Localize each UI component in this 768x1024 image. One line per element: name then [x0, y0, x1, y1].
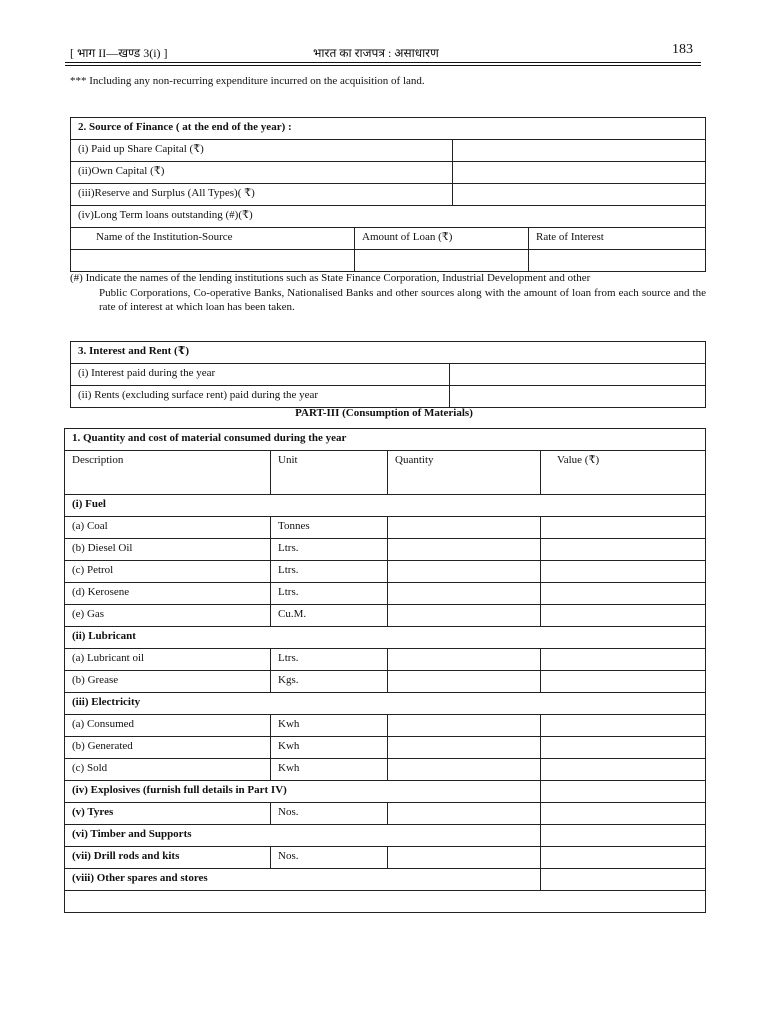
material-desc: (b) Grease [65, 671, 271, 693]
material-desc: (d) Kerosene [65, 583, 271, 605]
finance-value-cell[interactable] [453, 184, 706, 206]
loan-col-amount: Amount of Loan (₹) [355, 228, 529, 250]
material-unit: Nos. [271, 803, 388, 825]
quantity-cell[interactable] [388, 539, 541, 561]
value-cell[interactable] [541, 847, 706, 869]
rent-row-label: (ii) Rents (excluding surface rent) paid during the year [71, 386, 450, 408]
material-unit: Kwh [271, 737, 388, 759]
loan-rate-cell[interactable] [529, 250, 706, 272]
quantity-cell[interactable] [388, 561, 541, 583]
header-rule-double [65, 65, 701, 66]
explosives-label: (iv) Explosives (furnish full details in Part IV) [65, 781, 541, 803]
drill-rods-label: (vii) Drill rods and kits [65, 847, 271, 869]
material-desc: (b) Diesel Oil [65, 539, 271, 561]
quantity-cell[interactable] [388, 583, 541, 605]
fuel-heading: (i) Fuel [65, 495, 706, 517]
finance-row-label: (ii)Own Capital (₹) [71, 162, 453, 184]
quantity-cell[interactable] [388, 517, 541, 539]
value-cell[interactable] [541, 781, 706, 803]
value-cell[interactable] [541, 737, 706, 759]
rent-value-cell[interactable] [450, 386, 706, 408]
lending-institutions-note [70, 271, 706, 315]
value-cell[interactable] [541, 561, 706, 583]
timber-label: (vi) Timber and Supports [65, 825, 541, 847]
col-quantity: Quantity [388, 451, 541, 495]
material-desc: (a) Lubricant oil [65, 649, 271, 671]
loan-institution-cell[interactable] [71, 250, 355, 272]
material-unit: Cu.M. [271, 605, 388, 627]
quantity-cell[interactable] [388, 737, 541, 759]
value-cell[interactable] [541, 583, 706, 605]
finance-value-cell[interactable] [453, 162, 706, 184]
value-cell[interactable] [541, 539, 706, 561]
finance-row-label: (iv)Long Term loans outstanding (#)(₹) [71, 206, 706, 228]
material-desc: (a) Coal [65, 517, 271, 539]
material-desc: (c) Sold [65, 759, 271, 781]
finance-title: 2. Source of Finance ( at the end of the year) : [71, 118, 706, 140]
header-rule [65, 62, 701, 63]
material-unit: Kwh [271, 715, 388, 737]
land-footnote: *** Including any non-recurring expenditure incurred on the acquisition of land. [70, 75, 425, 87]
quantity-cell[interactable] [388, 803, 541, 825]
quantity-cell[interactable] [388, 671, 541, 693]
material-unit: Tonnes [271, 517, 388, 539]
col-unit: Unit [271, 451, 388, 495]
value-cell[interactable] [541, 517, 706, 539]
spares-label: (viii) Other spares and stores [65, 869, 541, 891]
interest-title: 3. Interest and Rent (₹) [71, 342, 706, 364]
finance-row-label: (iii)Reserve and Surplus (All Types)( ₹) [71, 184, 453, 206]
material-unit: Ltrs. [271, 539, 388, 561]
quantity-cell[interactable] [388, 605, 541, 627]
material-desc: (a) Consumed [65, 715, 271, 737]
value-cell[interactable] [541, 825, 706, 847]
page-number: 183 [672, 42, 693, 57]
part3-title: PART-III (Consumption of Materials) [295, 407, 473, 419]
tyres-label: (v) Tyres [65, 803, 271, 825]
finance-table [70, 117, 706, 272]
finance-row-label: (i) Paid up Share Capital (₹) [71, 140, 453, 162]
value-cell[interactable] [541, 649, 706, 671]
value-cell[interactable] [541, 803, 706, 825]
material-unit: Nos. [271, 847, 388, 869]
materials-table [64, 428, 706, 913]
material-unit: Kgs. [271, 671, 388, 693]
interest-value-cell[interactable] [450, 364, 706, 386]
electricity-heading: (iii) Electricity [65, 693, 706, 715]
header-section-label: [ भाग II—खण्ड 3(i) ] [70, 46, 168, 60]
quantity-cell[interactable] [388, 715, 541, 737]
material-unit: Ltrs. [271, 561, 388, 583]
quantity-cell[interactable] [388, 649, 541, 671]
loan-col-institution: Name of the Institution-Source [71, 228, 355, 250]
col-value: Value (₹) [541, 451, 706, 495]
value-cell[interactable] [541, 715, 706, 737]
value-cell[interactable] [541, 605, 706, 627]
col-description: Description [65, 451, 271, 495]
value-cell[interactable] [541, 671, 706, 693]
material-desc: (c) Petrol [65, 561, 271, 583]
material-unit: Ltrs. [271, 583, 388, 605]
quantity-cell[interactable] [388, 847, 541, 869]
value-cell[interactable] [541, 869, 706, 891]
material-desc: (e) Gas [65, 605, 271, 627]
interest-rent-table [70, 341, 706, 408]
quantity-cell[interactable] [388, 759, 541, 781]
material-desc: (b) Generated [65, 737, 271, 759]
finance-value-cell[interactable] [453, 140, 706, 162]
note-line-rest: Public Corporations, Co-operative Banks, Nationalised Banks and other sources along with the amount of loan from each source and the rate of interest at which loan has been taken. [99, 286, 706, 313]
interest-row-label: (i) Interest paid during the year [71, 364, 450, 386]
value-cell[interactable] [541, 759, 706, 781]
header-gazette-title: भारत का राजपत्र : असाधारण [313, 46, 439, 60]
loan-amount-cell[interactable] [355, 250, 529, 272]
note-line-1: (#) Indicate the names of the lending institutions such as State Finance Corporation, Industrial Development and other [70, 272, 591, 284]
materials-title: 1. Quantity and cost of material consumed during the year [65, 429, 706, 451]
material-unit: Kwh [271, 759, 388, 781]
blank-row [65, 891, 706, 913]
lubricant-heading: (ii) Lubricant [65, 627, 706, 649]
loan-col-rate: Rate of Interest [529, 228, 706, 250]
material-unit: Ltrs. [271, 649, 388, 671]
